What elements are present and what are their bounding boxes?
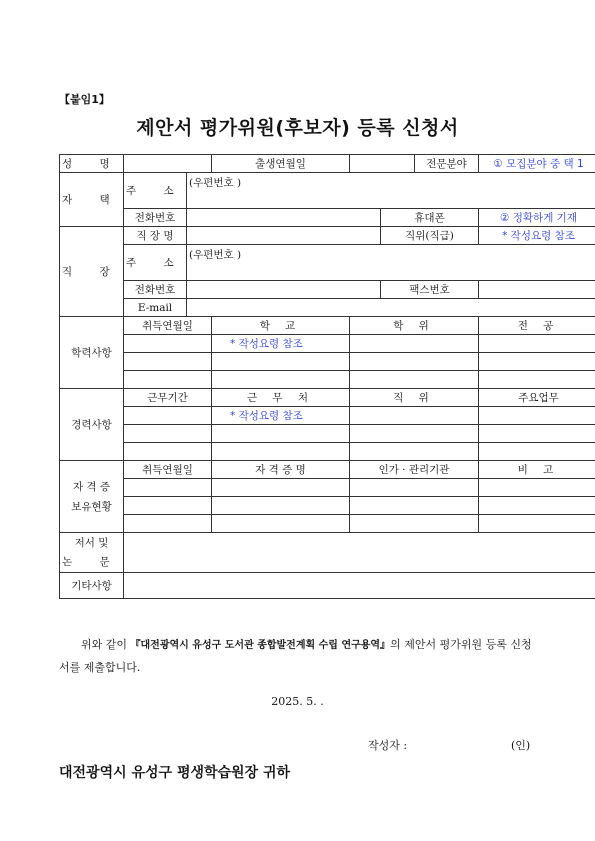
- education-note[interactable]: * 작성요령 참조: [212, 335, 350, 353]
- submission-date: 2025. 5. .: [271, 695, 324, 708]
- career-header-workplace: 근 무 처: [212, 389, 350, 407]
- others-field[interactable]: [124, 573, 595, 599]
- license-cell[interactable]: [212, 479, 350, 497]
- career-row: [60, 407, 595, 425]
- license-row: [60, 497, 595, 515]
- others-label: 기타사항: [60, 573, 124, 599]
- home-address-label: 주 소: [124, 173, 187, 209]
- career-header-position: 직 위: [350, 389, 479, 407]
- career-cell[interactable]: [350, 407, 479, 425]
- company-name-label: 직 장 명: [124, 227, 187, 245]
- career-header-row: [60, 389, 595, 407]
- license-cell[interactable]: [350, 515, 479, 533]
- mobile-field-note[interactable]: ② 정확하게 기재: [479, 209, 595, 227]
- career-row: [60, 425, 595, 443]
- license-cell[interactable]: [124, 479, 212, 497]
- fax-field[interactable]: [479, 281, 595, 299]
- others-row: [60, 573, 595, 599]
- license-row: [60, 479, 595, 497]
- license-header-issuer: 인가 · 관리기관: [350, 461, 479, 479]
- career-cell[interactable]: [479, 425, 595, 443]
- education-header-date: 취득연월일: [124, 317, 212, 335]
- career-header-period: 근무기간: [124, 389, 212, 407]
- career-cell[interactable]: [479, 407, 595, 425]
- career-cell[interactable]: [124, 425, 212, 443]
- email-label: E-mail: [124, 299, 187, 317]
- license-cell[interactable]: [479, 515, 595, 533]
- work-phone-row: [60, 281, 595, 299]
- seal-label: (인): [511, 739, 531, 752]
- registration-form-table: [59, 154, 595, 599]
- education-cell[interactable]: [212, 371, 350, 389]
- license-header-row: [60, 461, 595, 479]
- statement-paragraph: [59, 634, 538, 679]
- career-cell[interactable]: [212, 443, 350, 461]
- position-field-note[interactable]: * 작성요령 참조: [479, 227, 595, 245]
- education-header-school: 학 교: [212, 317, 350, 335]
- career-section-label: 경력사항: [60, 389, 124, 461]
- education-header-major: 전 공: [479, 317, 595, 335]
- education-header-row: [60, 317, 595, 335]
- education-cell[interactable]: [124, 371, 212, 389]
- work-address-field[interactable]: (우편번호 ): [187, 245, 595, 281]
- name-field[interactable]: [124, 155, 212, 173]
- writer-label: 작성자 :: [368, 739, 408, 752]
- birth-date-field[interactable]: [350, 155, 415, 173]
- publications-label: 저서 및 논 문: [60, 533, 124, 573]
- education-section-label: 학력사항: [60, 317, 124, 389]
- education-row: [60, 335, 595, 353]
- education-cell[interactable]: [350, 353, 479, 371]
- work-phone-label: 전화번호: [124, 281, 187, 299]
- education-cell[interactable]: [479, 371, 595, 389]
- home-section-label: 자 택: [60, 173, 124, 227]
- work-section-label: 직 장: [60, 227, 124, 317]
- license-row: [60, 515, 595, 533]
- career-note[interactable]: * 작성요령 참조: [212, 407, 350, 425]
- license-cell[interactable]: [350, 497, 479, 515]
- career-cell[interactable]: [124, 407, 212, 425]
- license-header-date: 취득연월일: [124, 461, 212, 479]
- name-row: [60, 155, 595, 173]
- license-header-remarks: 비 고: [479, 461, 595, 479]
- home-phone-field[interactable]: [187, 209, 381, 227]
- career-cell[interactable]: [479, 443, 595, 461]
- work-address-label: 주 소: [124, 245, 187, 281]
- statement-prefix: 위와 같이: [81, 638, 131, 651]
- attachment-label: 【붙임1】: [59, 93, 110, 106]
- position-label: 직위(직급): [381, 227, 479, 245]
- education-cell[interactable]: [124, 353, 212, 371]
- mobile-label: 휴대폰: [381, 209, 479, 227]
- home-phone-row: [60, 209, 595, 227]
- license-cell[interactable]: [479, 479, 595, 497]
- education-cell[interactable]: [479, 335, 595, 353]
- home-phone-label: 전화번호: [124, 209, 187, 227]
- license-cell[interactable]: [479, 497, 595, 515]
- license-header-name: 자 격 증 명: [212, 461, 350, 479]
- career-cell[interactable]: [212, 425, 350, 443]
- work-address-row: [60, 245, 595, 281]
- company-name-field[interactable]: [187, 227, 381, 245]
- license-section-label: 자 격 증 보유현황: [60, 461, 124, 533]
- publications-field[interactable]: [124, 533, 595, 573]
- recipient: 대전광역시 유성구 평생학습원장 귀하: [59, 765, 291, 781]
- license-cell[interactable]: [124, 515, 212, 533]
- fax-label: 팩스번호: [381, 281, 479, 299]
- education-cell[interactable]: [212, 353, 350, 371]
- license-cell[interactable]: [212, 515, 350, 533]
- career-cell[interactable]: [350, 443, 479, 461]
- expertise-label: 전문분야: [415, 155, 479, 173]
- email-field[interactable]: [187, 299, 595, 317]
- expertise-field-note[interactable]: ① 모집분야 중 택 1: [479, 155, 595, 173]
- page-title: 제안서 평가위원(후보자) 등록 신청서: [136, 117, 459, 139]
- education-row: [60, 353, 595, 371]
- license-cell[interactable]: [212, 497, 350, 515]
- birth-date-label: 출생연월일: [212, 155, 350, 173]
- name-label: 성 명: [60, 155, 124, 173]
- education-cell[interactable]: [350, 335, 479, 353]
- education-row: [60, 371, 595, 389]
- education-cell[interactable]: [350, 371, 479, 389]
- education-cell[interactable]: [124, 335, 212, 353]
- career-header-duties: 주요업무: [479, 389, 595, 407]
- home-address-field[interactable]: (우편번호 ): [187, 173, 595, 209]
- email-row: [60, 299, 595, 317]
- education-cell[interactable]: [479, 353, 595, 371]
- publications-row: [60, 533, 595, 573]
- career-row: [60, 443, 595, 461]
- career-cell[interactable]: [124, 443, 212, 461]
- education-header-degree: 학 위: [350, 317, 479, 335]
- statement-suffix: 의 제안서 평가위원 등록 신청서를 제출합니다.: [59, 638, 532, 674]
- company-row: [60, 227, 595, 245]
- work-phone-field[interactable]: [187, 281, 381, 299]
- license-cell[interactable]: [124, 497, 212, 515]
- project-name: 『대전광역시 유성구 도서관 종합발전계획 수립 연구용역』: [130, 640, 391, 651]
- license-cell[interactable]: [350, 479, 479, 497]
- home-address-row: [60, 173, 595, 209]
- career-cell[interactable]: [350, 425, 479, 443]
